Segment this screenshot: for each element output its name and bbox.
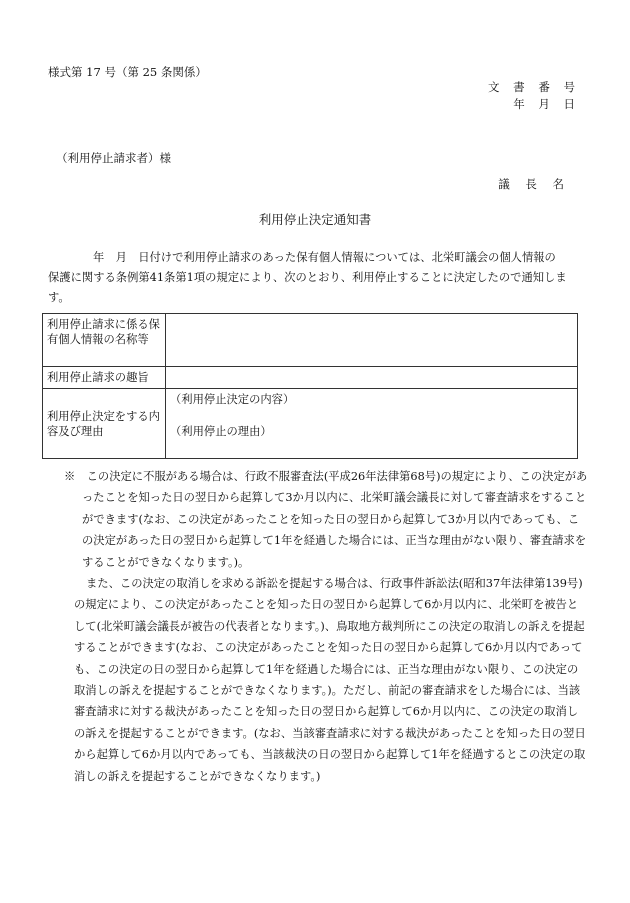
table-row bbox=[43, 314, 578, 367]
form-number: 様式第 17 号（第 25 条関係） bbox=[48, 65, 207, 79]
row-value-info-name bbox=[166, 314, 578, 367]
notes-section bbox=[48, 466, 588, 787]
row-label-info-name: 利用停止請求に係る保有個人情報の名称等 bbox=[43, 314, 166, 367]
note-lawsuit: また、この決定の取消しを求める訴訟を提起する場合は、行政事件訴訟法(昭和37年法律第139号)の規定により、この決定があったことを知った日の翌日から起算して6か月以内に、北栄町を被告として(北栄町議会議長が被告の代表者となります。)、鳥取地方裁判所にこの決定の取消しの訴えを提起することができます(なお、この決定があったことを知った日の翌日から起算して6か月以内であっても、この決定の日の翌日から起算して1年を経過した場合には、正当な理由がない限り、この決定の取消しの訴えを提起することができなくなります。)。ただし、前記の審査請求をした場合には、当該審査請求に対する裁決があったことを知った日の翌日から起算して6か月以内に、この決定の取消しの訴えを提起することができます。(なお、当該審査請求に対する裁決があったことを知った日の翌日から起算して6か月以内であっても、当該裁決の日の翌日から起算して1年を経過するとこの決定の取消しの訴えを提起することができなくなります。) bbox=[74, 577, 586, 783]
decision-content-label: （利用停止決定の内容） bbox=[170, 393, 295, 406]
addressee: （利用停止請求者）様 bbox=[56, 151, 171, 165]
intro-line-2: 保護に関する条例第41条第1項の規定により、次のとおり、利用停止することに決定したので通知します。 bbox=[48, 271, 567, 304]
row-label-request-purpose: 利用停止請求の趣旨 bbox=[43, 367, 166, 389]
document-number-label: 文 書 番 号 bbox=[488, 80, 580, 94]
row-value-request-purpose bbox=[166, 367, 578, 389]
decision-reason-label: （利用停止の理由） bbox=[170, 425, 272, 438]
document-title: 利用停止決定通知書 bbox=[258, 212, 372, 227]
table-row bbox=[43, 367, 578, 389]
table-row bbox=[43, 389, 578, 459]
note-appeal: ※ この決定に不服がある場合は、行政不服審査法(平成26年法律第68号)の規定により、この決定があったことを知った日の翌日から起算して3か月以内に、北栄町議会議長に対して審査請求をすることができます(なお、この決定があったことを知った日の翌日から起算して3か月以内であっても、この決定があった日の翌日から起算して1年を経過した場合には、正当な理由がない限り、審査請求をすることができなくなります。)。 bbox=[64, 470, 588, 569]
intro-line-1: 年 月 日付けで利用停止請求のあった保有個人情報については、北栄町議会の個人情報の bbox=[93, 251, 556, 264]
date-label: 年 月 日 bbox=[513, 97, 580, 111]
row-value-decision-reason bbox=[166, 389, 578, 459]
row-label-decision-reason: 利用停止決定をする内容及び理由 bbox=[43, 389, 166, 459]
sender-name: 議 長 名 bbox=[498, 177, 570, 191]
intro-paragraph bbox=[48, 248, 588, 308]
decision-table bbox=[42, 313, 578, 459]
